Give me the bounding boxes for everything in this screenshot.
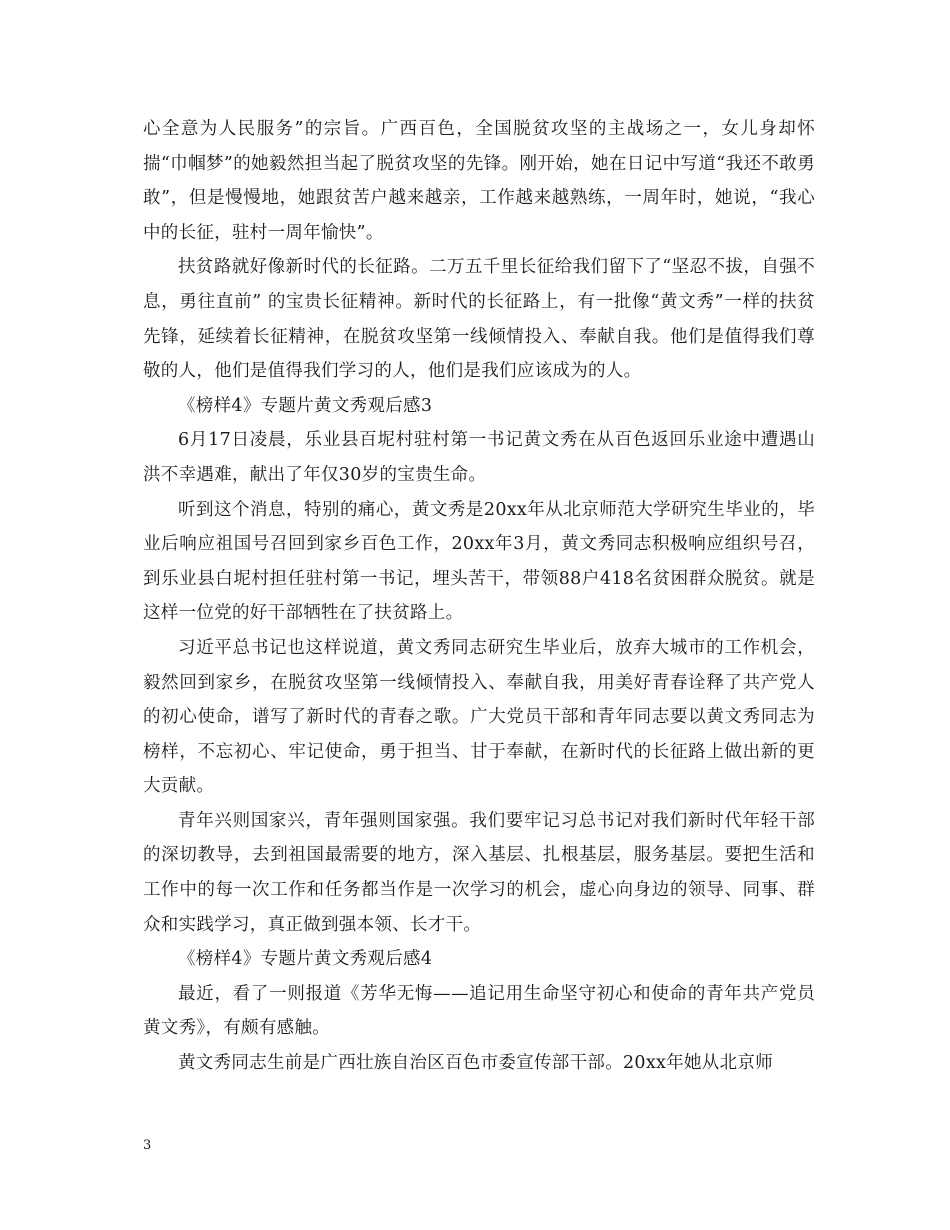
- paragraph-5: 习近平总书记也这样说道，黄文秀同志研究生毕业后，放弃大城市的工作机会，毅然回到家乡，在脱贫攻坚第一线倾情投入、奉献自我，用美好青春诠释了共产党人的初心使命，谱写了新时代的青春之歌。广大党员干部和青年同志要以黄文秀同志为榜样，不忘初心、牢记使命，勇于担当、甘于奉献，在新时代的长征路上做出新的更大贡献。: [143, 637, 815, 797]
- section-heading-4: 《榜样4》专题片黄文秀观后感4: [178, 949, 433, 970]
- paragraph-2: 扶贫路就好像新时代的长征路。二万五千里长征给我们留下了“坚忍不拔，自强不息，勇往直前” 的宝贵长征精神。新时代的长征路上，有一批像“黄文秀”一样的扶贫先锋，延续着长征精神，在脱贫攻坚第一线倾情投入、奉献自我。他们是值得我们尊敬的人，他们是值得我们学习的人，他们是我们应该成为的人。: [143, 257, 815, 382]
- page-number: 3: [143, 1138, 152, 1153]
- document-body: [143, 112, 815, 1081]
- paragraph-3: 6月17日凌晨，乐业县百坭村驻村第一书记黄文秀在从百色返回乐业途中遭遇山洪不幸遇难，献出了年仅30岁的宝贵生命。: [143, 430, 815, 485]
- section-heading-3: 《榜样4》专题片黄文秀观后感3: [178, 395, 433, 416]
- paragraph-8: 黄文秀同志生前是广西壮族自治区百色市委宣传部干部。20xx年她从北京师: [178, 1053, 774, 1074]
- paragraph-6: 青年兴则国家兴，青年强则国家强。我们要牢记习总书记对我们新时代年轻干部的深切教导，去到祖国最需要的地方，深入基层、扎根基层，服务基层。要把生活和工作中的每一次工作和任务都当作是一次学习的机会，虚心向身边的领导、同事、群众和实践学习，真正做到强本领、长才干。: [143, 810, 815, 935]
- paragraph-1: 心全意为人民服务”的宗旨。广西百色，全国脱贫攻坚的主战场之一，女儿身却怀揣“巾帼梦”的她毅然担当起了脱贫攻坚的先锋。刚开始，她在日记中写道“我还不敢勇敢”，但是慢慢地，她跟贫苦户越来越亲，工作越来越熟练，一周年时，她说，“我心中的长征，驻村一周年愉快”。: [143, 119, 815, 243]
- paragraph-4: 听到这个消息，特别的痛心，黄文秀是20xx年从北京师范大学研究生毕业的，毕业后响应祖国号召回到家乡百色工作，20xx年3月，黄文秀同志积极响应组织号召，到乐业县白坭村担任驻村第一书记，埋头苦干，带领88户418名贫困群众脱贫。就是这样一位党的好干部牺牲在了扶贫路上。: [143, 499, 815, 624]
- paragraph-7: 最近，看了一则报道《芳华无悔——追记用生命坚守初心和使命的青年共产党员黄文秀》，有颇有感触。: [143, 983, 815, 1039]
